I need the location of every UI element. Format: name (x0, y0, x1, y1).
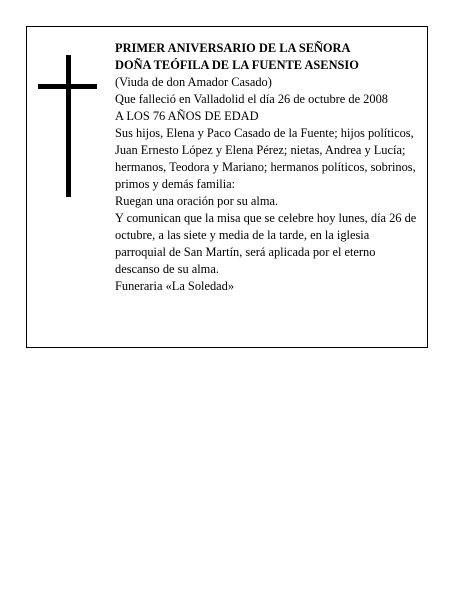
cross-icon-horizontal-bar (38, 84, 97, 89)
notice-text (115, 40, 421, 295)
prayer-request: Ruegan una oración por su alma. (115, 194, 279, 208)
obituary-notice (26, 26, 428, 348)
family-paragraph: Sus hijos, Elena y Paco Casado de la Fuente; hijos políticos, Juan Ernesto López y Elena Pérez; nietas, Andrea y Lucía; hermanos, Teodora y Mariano; hermanos políticos, sobrinos, primos y demás familia: (115, 126, 416, 191)
widow-of: (Viuda de don Amador Casado) (115, 75, 272, 89)
age-info: A LOS 76 AÑOS DE EDAD (115, 109, 259, 123)
death-info: Que falleció en Valladolid el día 26 de octubre de 2008 (115, 92, 388, 106)
mass-info: Y comunican que la misa que se celebre hoy lunes, día 26 de octubre, a las siete y media de la tarde, en la iglesia parroquial de San Martín, será aplicada por el eterno descanso de su alma. (115, 211, 417, 276)
heading-line-1: PRIMER ANIVERSARIO DE LA SEÑORA (115, 41, 351, 55)
heading-line-2: DOÑA TEÓFILA DE LA FUENTE ASENSIO (115, 58, 359, 72)
funeral-home: Funeraria «La Soledad» (115, 279, 235, 293)
cross-icon-vertical-bar (66, 55, 71, 197)
